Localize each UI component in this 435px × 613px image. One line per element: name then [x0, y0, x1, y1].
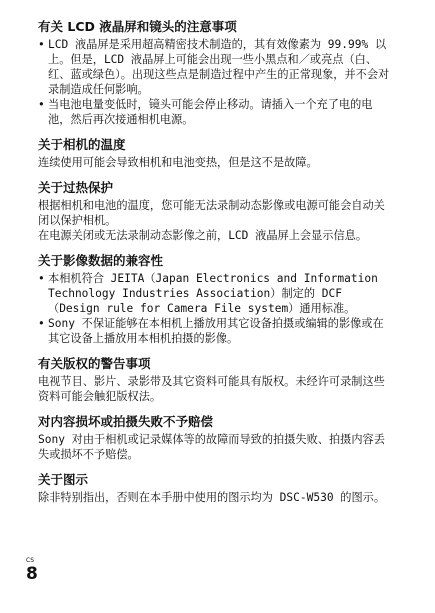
section-heading: 关于相机的温度	[38, 137, 126, 152]
section-heading: 关于影像数据的兼容性	[38, 253, 164, 268]
paragraph: 除非特别指出，否则在本手册中使用的图示均为 DSC-W530 的图示。	[38, 491, 386, 504]
section-camera-temperature	[38, 136, 390, 170]
paragraph: 电视节目、影片、录影带及其它资料可能具有版权。未经许可录制这些资料可能会触犯版权法。	[38, 375, 385, 403]
section-heading: 有关 LCD 液晶屏和镜头的注意事项	[38, 19, 237, 34]
section-heading: 关于图示	[38, 472, 89, 487]
language-code: CS	[26, 557, 34, 564]
page-number: 8	[26, 564, 38, 584]
bullet-list	[38, 37, 390, 127]
section-heading: 有关版权的警告事项	[38, 356, 151, 371]
bullet-item: • 本相机符合 JEITA（Japan Electronics and Information Technology Industries Association）制定的 DCF（Design rule for Camera File system）通用标准。	[38, 271, 390, 316]
bullet-item: • LCD 液晶屏是采用超高精密技术制造的，其有效像素为 99.99% 以上。但是，LCD 液晶屏上可能会出现一些小黑点和／或亮点（白、红、蓝或绿色）。出现这些点是制造过程中产生的正常现象，并不会对录制造成任何影响。	[38, 37, 390, 97]
section-no-compensation	[38, 413, 390, 462]
page-footer	[26, 557, 38, 584]
section-copyright-warning	[38, 355, 390, 404]
document-body	[38, 18, 390, 514]
bullet-item: • Sony 不保证能够在本相机上播放用其它设备拍摄或编辑的影像或在其它设备上播放用本相机拍摄的影像。	[38, 316, 390, 346]
paragraph: 根据相机和电池的温度，您可能无法录制动态影像或电源可能会自动关闭以保护相机。	[38, 199, 385, 227]
paragraph: Sony 对由于相机或记录媒体等的故障而导致的拍摄失败、拍摄内容丢失或损坏不予赔偿。	[38, 433, 385, 461]
section-data-compatibility	[38, 252, 390, 346]
section-heading: 关于过热保护	[38, 180, 114, 195]
section-heading: 对内容损坏或拍摄失败不予赔偿	[38, 414, 214, 429]
section-lcd-lens	[38, 18, 390, 127]
paragraph: 在电源关闭或无法录制动态影像之前，LCD 液晶屏上会显示信息。	[38, 229, 368, 242]
section-illustrations	[38, 471, 390, 505]
bullet-list	[38, 271, 390, 346]
bullet-item: • 当电池电量变低时，镜头可能会停止移动。请插入一个充了电的电池，然后再次接通相机电源。	[38, 97, 390, 127]
section-overheat-protection	[38, 179, 390, 243]
paragraph: 连续使用可能会导致相机和电池变热，但是这不是故障。	[38, 156, 318, 169]
